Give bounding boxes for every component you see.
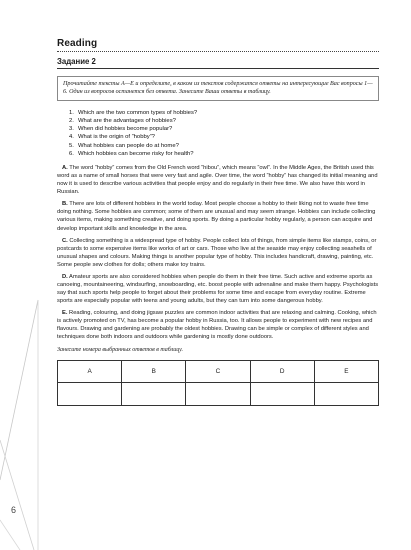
question-number: 1. bbox=[69, 109, 74, 116]
answer-header-cell: E bbox=[314, 361, 378, 383]
answer-input-cell[interactable] bbox=[58, 383, 122, 406]
question-item bbox=[69, 117, 379, 125]
answer-header-cell: A bbox=[58, 361, 122, 383]
text-paragraph bbox=[57, 309, 379, 341]
question-text: What hobbies can people do at home? bbox=[78, 142, 179, 149]
question-text: When did hobbies become popular? bbox=[78, 126, 173, 133]
text-paragraph bbox=[57, 200, 379, 232]
question-number: 2. bbox=[69, 118, 74, 125]
question-number: 3. bbox=[69, 126, 74, 133]
text-letter: A. bbox=[62, 165, 68, 172]
answer-input-cell[interactable] bbox=[186, 383, 250, 406]
question-number: 4. bbox=[69, 134, 74, 141]
text-paragraph bbox=[57, 164, 379, 196]
answer-table bbox=[57, 360, 379, 406]
instructions-box: Прочитайте тексты A—E и определите, в каком из текстов содержатся ответы на интересующие Вас вопросы 1—6. Один из вопросов останется без ответа. Занесите Ваши ответы в таблицу. bbox=[57, 76, 379, 101]
text-paragraph bbox=[57, 273, 379, 305]
question-item bbox=[69, 125, 379, 133]
answer-input-cell[interactable] bbox=[122, 383, 186, 406]
question-item bbox=[69, 133, 379, 141]
question-item bbox=[69, 109, 379, 117]
question-item bbox=[69, 150, 379, 158]
task-divider bbox=[57, 68, 379, 69]
text-paragraph bbox=[57, 237, 379, 269]
text-letter: D. bbox=[62, 273, 68, 280]
text-body: Reading, colouring, and doing jigsaw puzzles are common indoor activities that are relaxing and calming. Cooking, which is actively promoted on TV, has become a popular hobby in Russia, too. It allows people to experiment with new recipes and flavours. Drawing and gardening are probably the oldest hobbies. Drawing can be simple or complex of different styles and techniques done both indoors and outdoors while gardening is mostly done outdoors. bbox=[57, 310, 377, 341]
section-divider bbox=[57, 51, 379, 52]
text-letter: E. bbox=[62, 310, 68, 317]
question-text: What are the advantages of hobbies? bbox=[78, 118, 176, 125]
answer-input-cell[interactable] bbox=[314, 383, 378, 406]
text-letter: B. bbox=[62, 201, 68, 208]
text-letter: C. bbox=[62, 237, 68, 244]
answer-header-cell: D bbox=[250, 361, 314, 383]
text-body: There are lots of different hobbies in the world today. Most people choose a hobby to their liking not to waste free time doing nothing. Some hobbies are common; some of them are unusual and may seem strange. Hobbies can include collecting various items, making something creative, and doing sports. By doing a particular hobby regularly, a person can acquire and develop important skills and knowledge in the area. bbox=[57, 201, 376, 232]
question-item bbox=[69, 142, 379, 150]
answer-table-header bbox=[58, 361, 379, 383]
answer-table-row bbox=[58, 383, 379, 406]
question-number: 5. bbox=[69, 142, 74, 149]
page-content bbox=[57, 38, 379, 406]
answer-input-cell[interactable] bbox=[250, 383, 314, 406]
question-text: Which hobbies can become risky for health? bbox=[78, 150, 194, 157]
reading-texts bbox=[57, 164, 379, 341]
answer-header-cell: C bbox=[186, 361, 250, 383]
question-number: 6. bbox=[69, 150, 74, 157]
text-body: The word “hobby” comes from the Old French word “hibou”, which means “owl”. In the Middle Ages, the British used this word as a name of small horses that were very fast and agile. Over time, the word “hobby” has changed its initial meaning and now it is used to describe various activities that people enjoy and do regularly in their free time. We also have this word in Russian. bbox=[57, 165, 378, 196]
question-text: Which are the two common types of hobbies? bbox=[78, 109, 198, 116]
answer-header-cell: B bbox=[122, 361, 186, 383]
questions-list bbox=[57, 109, 379, 158]
page-number: 6 bbox=[11, 505, 17, 515]
text-body: Collecting something is a widespread type of hobby. People collect lots of things, from simple items like stamps, coins, or postcards to some expensive items like works of art or cars. Those who live at the seaside may enjoy collecting seashells of unusual shapes and colours. Making things is another popular type of hobby. This includes handicraft, drawing, painting, etc. Some people sew clothes for dolls; others make toy trains. bbox=[57, 237, 377, 268]
text-body: Amateur sports are also considered hobbies when people do them in their free time. Such active and extreme sports as canoeing, mountaineering, windsurfing, snowboarding, etc. boost people with adrenaline and make them happy. Psychologists say that such sports help people to forget about their problems for some time and escape from everyday routine. Extreme sports are especially popular with teens and young adults, but they can turn into some dangerous hobby. bbox=[57, 273, 379, 305]
task-title: Задание 2 bbox=[57, 57, 96, 66]
table-caption: Занесите номера выбранных ответов в таблицу. bbox=[57, 347, 183, 354]
question-text: What is the origin of “hobby”? bbox=[78, 134, 155, 141]
section-title: Reading bbox=[57, 38, 98, 49]
